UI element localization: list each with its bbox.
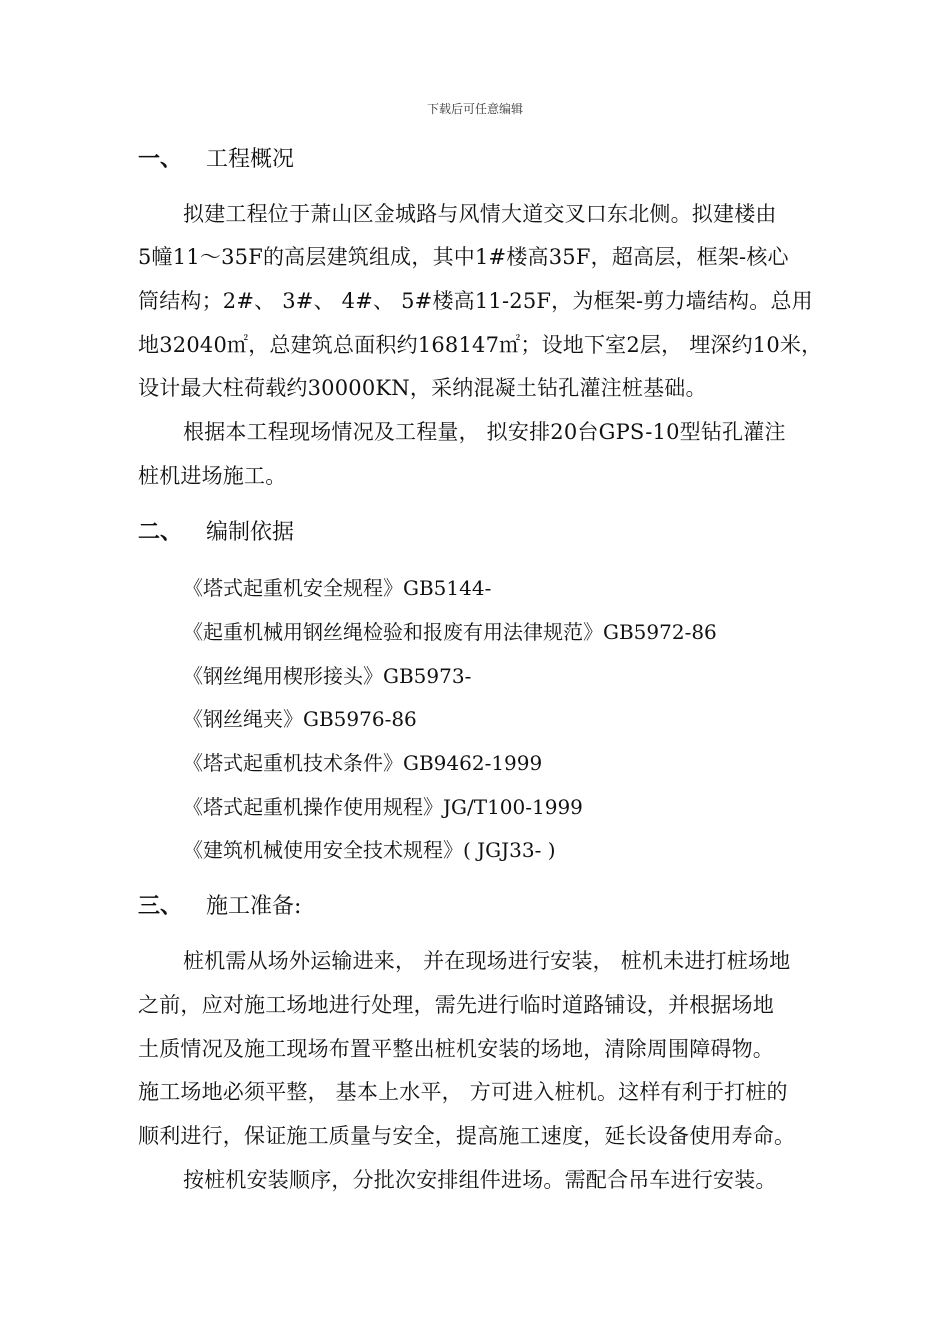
section-heading-1	[138, 142, 294, 173]
paragraph-line: 之前，应对施工场地进行处理，需先进行临时道路铺设，并根据场地	[138, 993, 774, 1017]
section-title: 工程概况	[206, 147, 295, 172]
section-number: 三、	[138, 894, 183, 919]
section-title: 施工准备:	[206, 894, 302, 919]
paragraph-line: 地32040㎡，总建筑总面积约168147㎡；设地下室2层， 埋深约10米，	[138, 333, 823, 357]
paragraph-line: 土质情况及施工现场布置平整出桩机安装的场地，清除周围障碍物。	[138, 1037, 774, 1061]
reference-item: 《塔式起重机技术条件》GB9462-1999	[183, 751, 543, 775]
reference-item: 《钢丝绳用楔形接头》GB5973-	[183, 664, 472, 688]
section-heading-3	[138, 889, 301, 920]
paragraph-line: 根据本工程现场情况及工程量， 拟安排20台GPS-10型钻孔灌注	[183, 420, 786, 444]
section-number: 二、	[138, 520, 183, 545]
paragraph-line: 筒结构；2#、 3#、 4#、 5#楼高11-25F，为框架-剪力墙结构。总用	[138, 289, 813, 313]
paragraph-line: 顺利进行，保证施工质量与安全，提高施工速度，延长设备使用寿命。	[138, 1124, 796, 1148]
reference-item: 《塔式起重机安全规程》GB5144-	[183, 576, 492, 600]
paragraph-line: 拟建工程位于萧山区金城路与风情大道交叉口东北侧。拟建楼由	[183, 202, 777, 226]
paragraph-line: 设计最大柱荷载约30000KN，采纳混凝土钻孔灌注桩基础。	[138, 376, 707, 400]
header-note: 下载后可任意编辑	[426, 102, 523, 116]
paragraph-line: 桩机需从场外运输进来， 并在现场进行安装， 桩机未进打桩场地	[183, 949, 791, 973]
section-title: 编制依据	[206, 520, 295, 545]
section-heading-2	[138, 515, 294, 546]
paragraph-line: 按桩机安装顺序，分批次安排组件进场。需配合吊车进行安装。	[183, 1168, 777, 1192]
reference-item: 《起重机械用钢丝绳检验和报废有用法律规范》GB5972-86	[183, 620, 717, 644]
section-number: 一、	[138, 147, 183, 172]
paragraph-line: 桩机进场施工。	[138, 464, 287, 488]
reference-item: 《钢丝绳夹》GB5976-86	[183, 707, 417, 731]
reference-item: 《建筑机械使用安全技术规程》( JGJ33- )	[183, 838, 556, 862]
reference-item: 《塔式起重机操作使用规程》JG/T100-1999	[183, 795, 583, 819]
paragraph-line: 5幢11～35F的高层建筑组成，其中1#楼高35F，超高层，框架-核心	[138, 245, 789, 269]
paragraph-line: 施工场地必须平整， 基本上水平， 方可进入桩机。这样有利于打桩的	[138, 1080, 788, 1104]
